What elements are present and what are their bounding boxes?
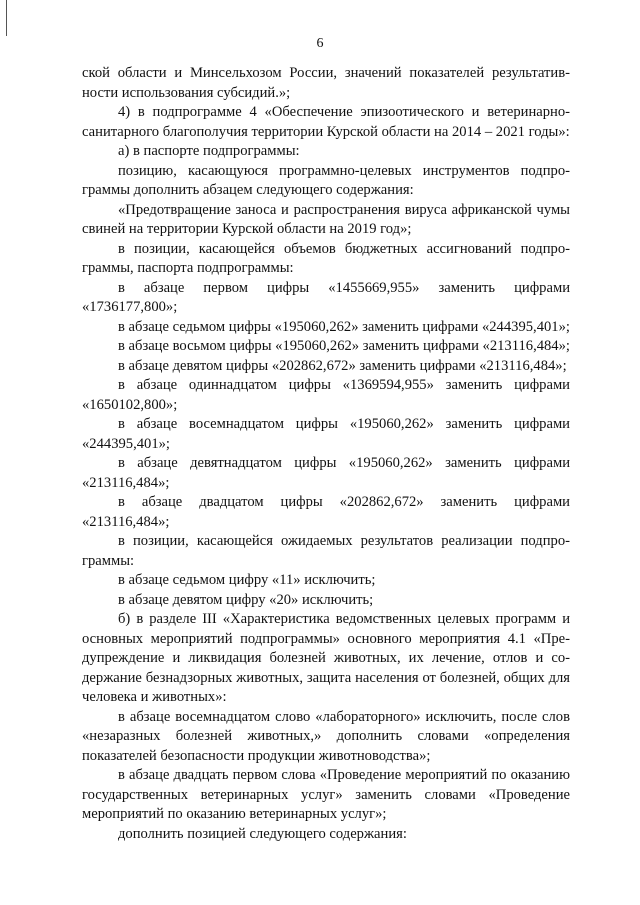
paragraph: позицию, касающуюся программно-целевых инструментов подпрограммы дополнить абзацем следующего содержания: [82, 162, 570, 198]
paragraph: в абзаце седьмом цифры «195060,262» заменить цифрами «244395,401»; [118, 318, 570, 335]
paragraph: в абзаце седьмом цифру «11» исключить; [118, 572, 376, 588]
paragraph: в абзаце девятом цифры «202862,672» заменить цифрами «213116,484»; [118, 357, 567, 374]
paragraph: б) в разделе III «Характеристика ведомственных целевых программ и основных мероприятий подпрограммы» основного мероприятия 4.1 «Предупреждение и ликвидация болезней животных, их лечение, отлов и содержание безнадзорных животных, защита населения от болезней, общих для человека и животных»: [82, 611, 570, 705]
paragraph: в абзаце первом цифры «1455669,955» заменить цифрами «1736177,800»; [82, 279, 570, 315]
paragraph: в позиции, касающейся объемов бюджетных ассигнований подпрограммы, паспорта подпрограммы: [82, 240, 570, 276]
paragraph: «Предотвращение заноса и распространения вируса африканской чумы свиней на территории Курской области на 2019 год»; [82, 201, 570, 237]
paragraph: в абзаце одиннадцатом цифры «1369594,955» заменить цифрами «1650102,800»; [82, 377, 570, 413]
paragraph: в абзаце восьмом цифры «195060,262» заменить цифрами «213116,484»; [118, 338, 570, 354]
paragraph: в абзаце двадцать первом слова «Проведение мероприятий по оказанию государственных ветеринарных услуг» заменить словами «Проведение мероприятий по оказанию ветеринарных услуг»; [82, 767, 570, 822]
paragraph: ской области и Минсельхозом России, значений показателей результативности использования субсидий.»; [82, 65, 570, 101]
paragraph: в абзаце двадцатом цифры «202862,672» заменить цифрами «213116,484»; [82, 494, 570, 530]
scan-edge-line [6, 0, 7, 36]
paragraph: дополнить позицией следующего содержания: [118, 825, 407, 842]
paragraph: в абзаце девятом цифру «20» исключить; [118, 591, 374, 608]
paragraph: а) в паспорте подпрограммы: [118, 143, 300, 159]
paragraph: в абзаце девятнадцатом цифры «195060,262» заменить цифрами «213116,484»; [82, 455, 570, 491]
document-body [82, 64, 570, 844]
paragraph: в абзаце восемнадцатом цифры «195060,262» заменить цифрами «244395,401»; [82, 416, 570, 452]
paragraph: в абзаце восемнадцатом слово «лабораторного» исключить, после слов «незаразных болезней животных,» дополнить словами «определения показателей безопасности продукции животноводства»; [82, 708, 570, 764]
page-number: 6 [316, 36, 324, 51]
paragraph: в позиции, касающейся ожидаемых результатов реализации подпрограммы: [82, 533, 570, 569]
paragraph: 4) в подпрограмме 4 «Обеспечение эпизоотического и ветеринарно-санитарного благополучия территории Курской области на 2014 – 2021 годы»: [82, 104, 570, 140]
